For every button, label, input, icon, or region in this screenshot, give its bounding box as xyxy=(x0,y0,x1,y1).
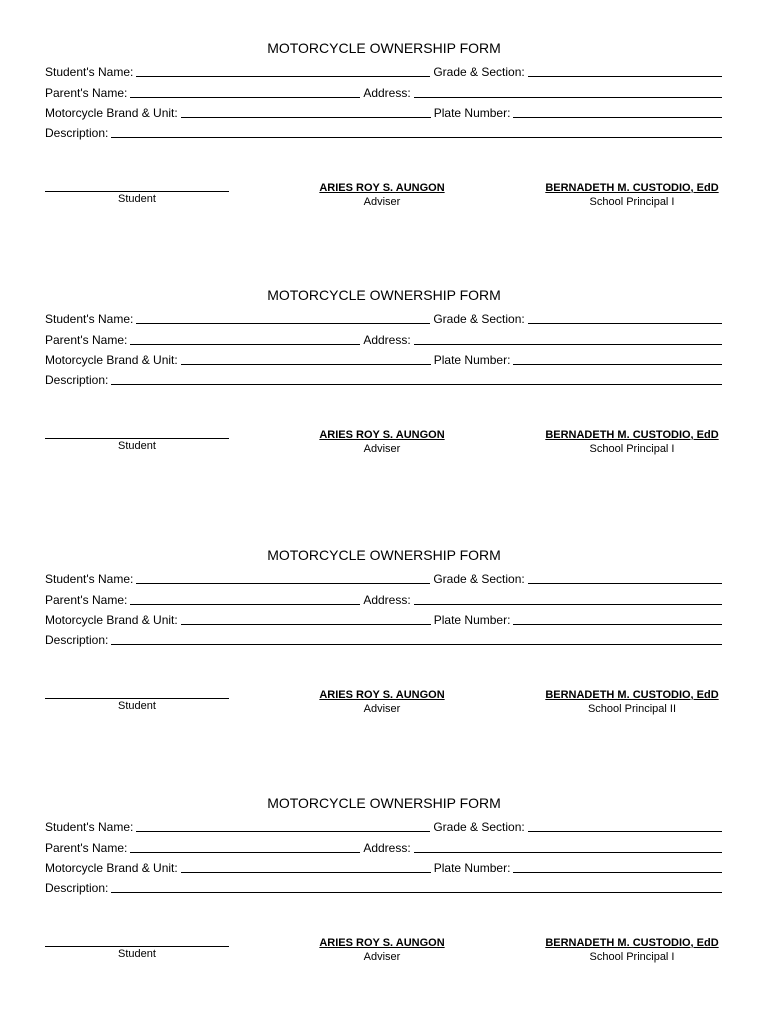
student-role: Student xyxy=(118,700,156,712)
address-label: Address: xyxy=(363,593,411,607)
plate-number-label: Plate Number: xyxy=(433,613,511,627)
principal-role: School Principal I xyxy=(589,196,675,208)
description-field[interactable] xyxy=(111,881,722,893)
adviser-signature xyxy=(282,937,482,964)
student-signature xyxy=(45,426,229,453)
plate-number-label: Plate Number: xyxy=(433,861,511,875)
principal-signature xyxy=(522,937,742,964)
principal-name: BERNADETH M. CUSTODIO, EdD xyxy=(545,429,719,441)
parent-row xyxy=(45,333,722,347)
student-name-label: Student's Name: xyxy=(45,572,134,586)
grade-section-label: Grade & Section: xyxy=(433,312,525,326)
principal-signature xyxy=(522,182,742,209)
brand-unit-field[interactable] xyxy=(181,353,431,365)
student-name-field[interactable] xyxy=(136,572,430,584)
brand-row xyxy=(45,613,722,627)
student-name-label: Student's Name: xyxy=(45,312,134,326)
student-signature-line[interactable] xyxy=(45,686,229,699)
grade-section-label: Grade & Section: xyxy=(433,820,525,834)
adviser-role: Adviser xyxy=(363,443,401,455)
parent-name-label: Parent's Name: xyxy=(45,333,128,347)
plate-number-label: Plate Number: xyxy=(433,106,511,120)
description-label: Description: xyxy=(45,373,109,387)
brand-row xyxy=(45,106,722,120)
grade-section-label: Grade & Section: xyxy=(433,65,525,79)
description-row xyxy=(45,881,722,895)
student-name-field[interactable] xyxy=(136,312,430,324)
form-title: MOTORCYCLE OWNERSHIP FORM xyxy=(267,547,501,563)
address-field[interactable] xyxy=(414,86,722,98)
adviser-role: Adviser xyxy=(363,703,401,715)
student-signature xyxy=(45,934,229,961)
adviser-name: ARIES ROY S. AUNGON xyxy=(319,689,445,701)
student-row xyxy=(45,65,722,79)
adviser-name: ARIES ROY S. AUNGON xyxy=(319,182,445,194)
student-role: Student xyxy=(118,948,156,960)
principal-role: School Principal I xyxy=(589,443,675,455)
address-field[interactable] xyxy=(414,333,722,345)
student-row xyxy=(45,572,722,586)
brand-unit-label: Motorcycle Brand & Unit: xyxy=(45,353,178,367)
adviser-signature xyxy=(282,182,482,209)
form-title: MOTORCYCLE OWNERSHIP FORM xyxy=(267,40,501,56)
student-row xyxy=(45,820,722,834)
address-field[interactable] xyxy=(414,841,722,853)
brand-unit-field[interactable] xyxy=(181,106,431,118)
grade-section-field[interactable] xyxy=(528,820,722,832)
student-row xyxy=(45,312,722,326)
adviser-name: ARIES ROY S. AUNGON xyxy=(319,429,445,441)
principal-role: School Principal II xyxy=(587,703,677,715)
description-row xyxy=(45,126,722,140)
address-label: Address: xyxy=(363,841,411,855)
address-field[interactable] xyxy=(414,593,722,605)
parent-name-label: Parent's Name: xyxy=(45,593,128,607)
description-label: Description: xyxy=(45,881,109,895)
description-field[interactable] xyxy=(111,633,722,645)
parent-name-field[interactable] xyxy=(130,841,360,853)
parent-name-field[interactable] xyxy=(130,333,360,345)
grade-section-field[interactable] xyxy=(528,65,722,77)
student-signature xyxy=(45,179,229,206)
grade-section-field[interactable] xyxy=(528,572,722,584)
parent-row xyxy=(45,86,722,100)
brand-unit-label: Motorcycle Brand & Unit: xyxy=(45,861,178,875)
principal-signature xyxy=(522,429,742,456)
grade-section-field[interactable] xyxy=(528,312,722,324)
student-signature-line[interactable] xyxy=(45,426,229,439)
plate-number-field[interactable] xyxy=(513,613,722,625)
description-label: Description: xyxy=(45,126,109,140)
adviser-name: ARIES ROY S. AUNGON xyxy=(319,937,445,949)
plate-number-field[interactable] xyxy=(513,861,722,873)
plate-number-label: Plate Number: xyxy=(433,353,511,367)
description-label: Description: xyxy=(45,633,109,647)
parent-row xyxy=(45,593,722,607)
parent-name-field[interactable] xyxy=(130,593,360,605)
principal-name: BERNADETH M. CUSTODIO, EdD xyxy=(545,689,719,701)
description-row xyxy=(45,373,722,387)
brand-unit-field[interactable] xyxy=(181,861,431,873)
principal-role: School Principal I xyxy=(589,951,675,963)
brand-unit-label: Motorcycle Brand & Unit: xyxy=(45,613,178,627)
student-name-field[interactable] xyxy=(136,820,430,832)
grade-section-label: Grade & Section: xyxy=(433,572,525,586)
adviser-role: Adviser xyxy=(363,196,401,208)
address-label: Address: xyxy=(363,333,411,347)
form-title: MOTORCYCLE OWNERSHIP FORM xyxy=(267,795,501,811)
principal-name: BERNADETH M. CUSTODIO, EdD xyxy=(545,937,719,949)
student-signature-line[interactable] xyxy=(45,934,229,947)
plate-number-field[interactable] xyxy=(513,353,722,365)
parent-name-label: Parent's Name: xyxy=(45,841,128,855)
student-name-label: Student's Name: xyxy=(45,65,134,79)
brand-unit-label: Motorcycle Brand & Unit: xyxy=(45,106,178,120)
parent-row xyxy=(45,841,722,855)
adviser-signature xyxy=(282,429,482,456)
adviser-role: Adviser xyxy=(363,951,401,963)
principal-name: BERNADETH M. CUSTODIO, EdD xyxy=(545,182,719,194)
description-field[interactable] xyxy=(111,126,722,138)
description-field[interactable] xyxy=(111,373,722,385)
description-row xyxy=(45,633,722,647)
form-title: MOTORCYCLE OWNERSHIP FORM xyxy=(267,287,501,303)
brand-row xyxy=(45,861,722,875)
brand-unit-field[interactable] xyxy=(181,613,431,625)
student-signature xyxy=(45,686,229,713)
plate-number-field[interactable] xyxy=(513,106,722,118)
principal-signature xyxy=(522,689,742,716)
student-name-label: Student's Name: xyxy=(45,820,134,834)
brand-row xyxy=(45,353,722,367)
adviser-signature xyxy=(282,689,482,716)
parent-name-field[interactable] xyxy=(130,86,360,98)
student-role: Student xyxy=(118,440,156,452)
address-label: Address: xyxy=(363,86,411,100)
parent-name-label: Parent's Name: xyxy=(45,86,128,100)
student-name-field[interactable] xyxy=(136,65,430,77)
student-signature-line[interactable] xyxy=(45,179,229,192)
student-role: Student xyxy=(118,193,156,205)
